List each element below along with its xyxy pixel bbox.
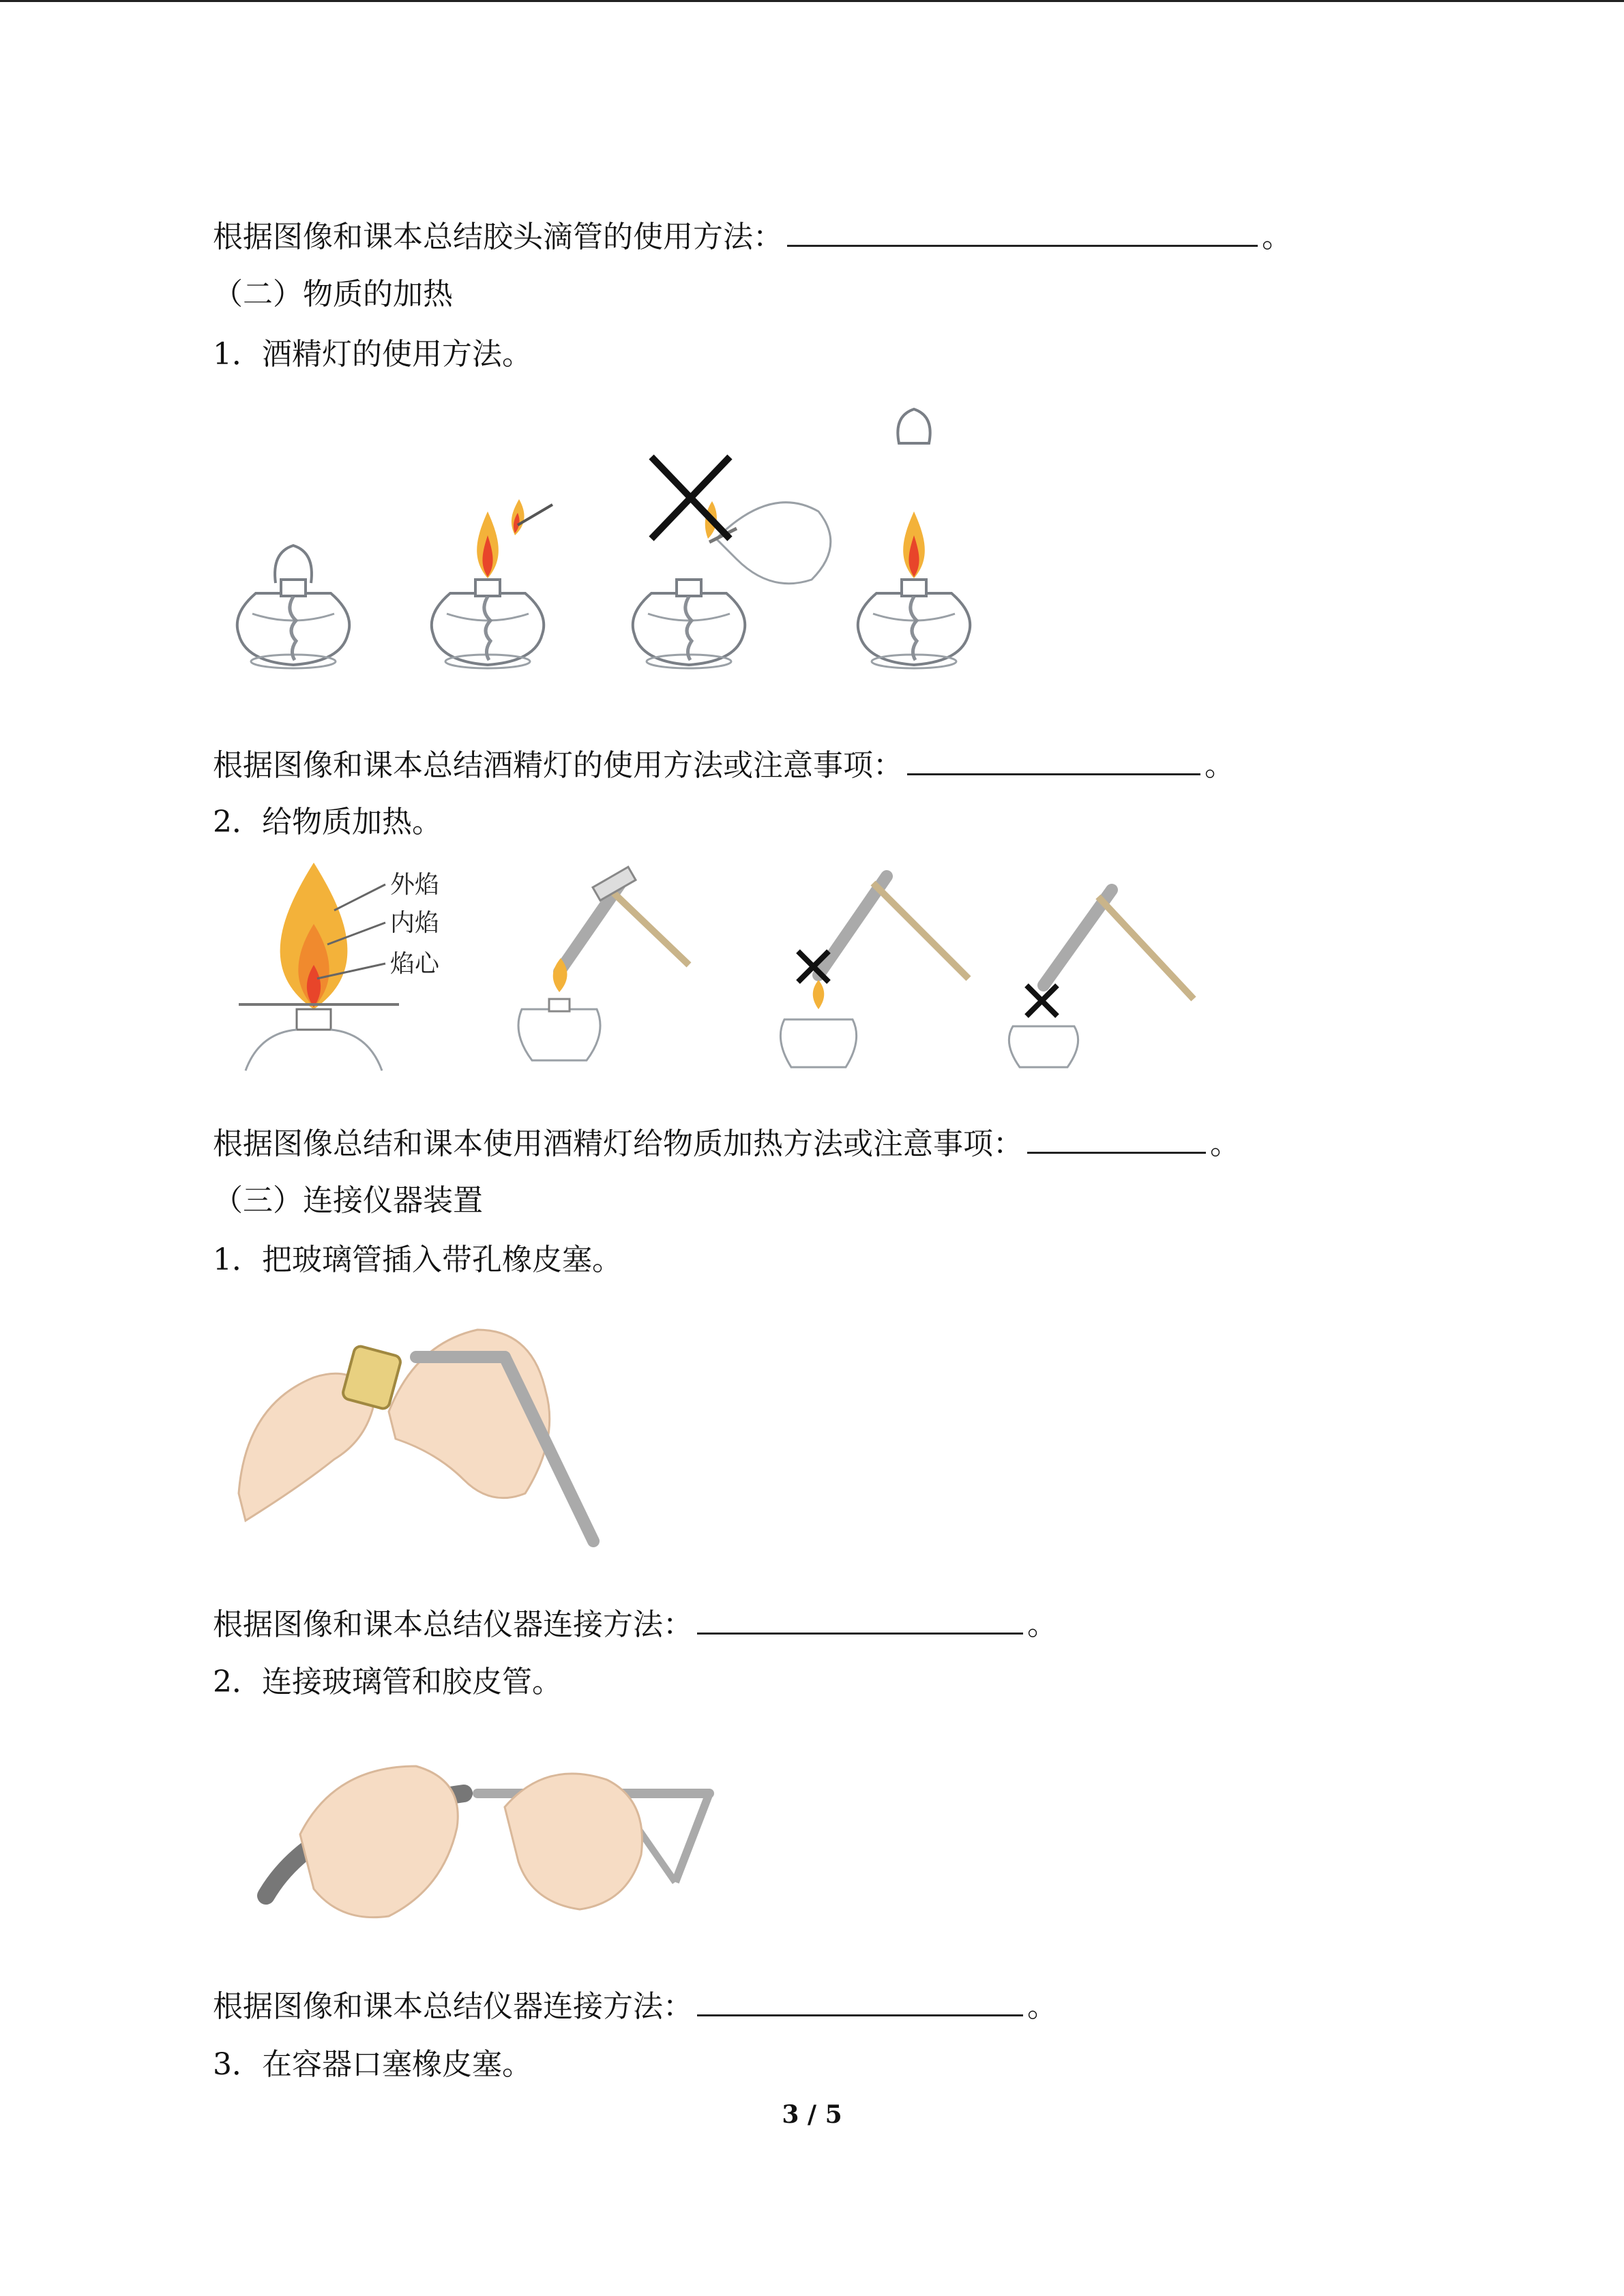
hands-insert-tube-stopper-figure [232, 1302, 641, 1555]
test-tube-heating-wrong-2 [1009, 890, 1194, 1067]
test-tube-heating-correct [518, 867, 689, 1060]
answer-blank-dropper[interactable] [787, 215, 1258, 247]
section2-title: （二）物质的加热 [213, 277, 453, 312]
connect-summary-2-line [213, 1984, 1057, 2027]
connect-summary-1-text: 根据图像和课本总结仪器连接方法： [213, 1607, 693, 1642]
lamp-summary-text: 根据图像和课本总结酒精灯的使用方法或注意事项： [213, 748, 903, 783]
item1-lamp-heading: 1．酒精灯的使用方法。 [213, 337, 532, 372]
lamp-lighting-from-lamp-wrong [633, 457, 831, 668]
item2-heating-heading: 2．给物质加热。 [213, 805, 442, 839]
answer-blank-connect-1[interactable] [697, 1602, 1023, 1635]
item3-container-heading: 3．在容器口塞橡皮塞。 [213, 2047, 532, 2082]
lamp-capped [237, 546, 349, 668]
flame-structure-diagram [239, 863, 441, 1071]
label-flame-core: 焰心 [390, 950, 440, 978]
connect-summary-2-text: 根据图像和课本总结仪器连接方法： [213, 1989, 693, 2024]
heating-figures [232, 863, 1200, 1081]
heating-summary-line [213, 1122, 1240, 1165]
period: 。 [1210, 1127, 1240, 1161]
page-number: 3 / 5 [782, 2100, 842, 2129]
heating-summary-text: 根据图像总结和课本使用酒精灯给物质加热方法或注意事项： [213, 1127, 1023, 1161]
period: 。 [1205, 748, 1235, 783]
lamp-lit-with-match [432, 499, 552, 668]
period: 。 [1027, 1989, 1057, 2024]
alcohol-lamp-figures [225, 409, 1044, 689]
answer-blank-heating[interactable] [1027, 1122, 1206, 1154]
test-tube-heating-wrong-1 [780, 876, 969, 1067]
answer-blank-lamp[interactable] [907, 743, 1200, 775]
period: 。 [1027, 1607, 1057, 1642]
dropper-summary-text: 根据图像和课本总结胶头滴管的使用方法： [213, 220, 783, 254]
item1-tube-stopper-heading: 1．把玻璃管插入带孔橡皮塞。 [213, 1242, 622, 1277]
lamp-summary-line [213, 743, 1235, 786]
connect-summary-1-line [213, 1602, 1057, 1645]
label-outer-flame: 外焰 [390, 871, 440, 899]
period: 。 [1262, 220, 1292, 254]
page-top-border [0, 0, 1624, 2]
label-inner-flame: 内焰 [390, 909, 440, 937]
section3-title: （三）连接仪器装置 [213, 1183, 483, 1218]
hands-connect-rubber-tube-figure [259, 1732, 737, 1923]
lamp-lit-cap-removed [858, 409, 970, 668]
item2-tube-rubber-heading: 2．连接玻璃管和胶皮管。 [213, 1665, 562, 1699]
dropper-summary-line [213, 215, 1292, 258]
answer-blank-connect-2[interactable] [697, 1984, 1023, 2016]
